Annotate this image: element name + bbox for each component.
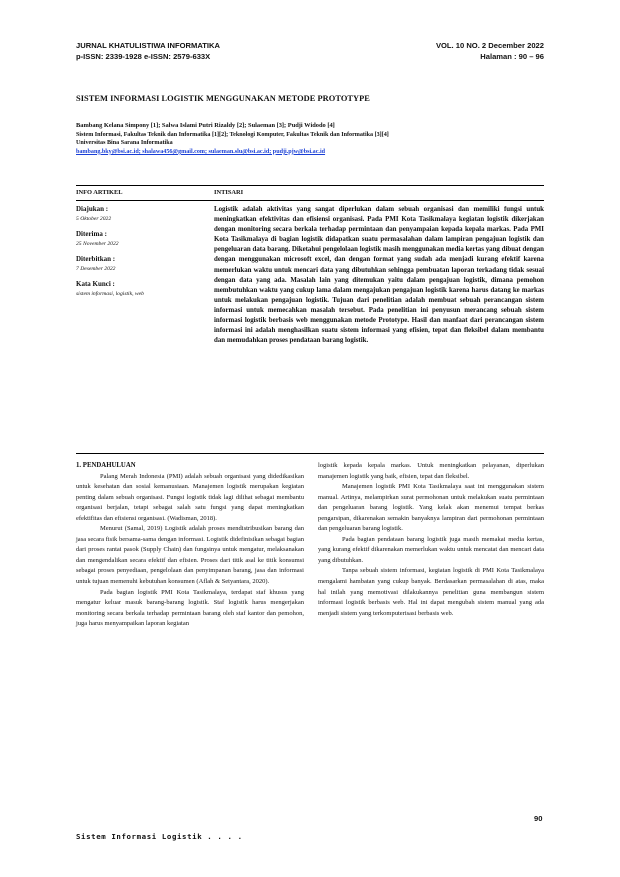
author-names: Bambang Kelana Simpony [1]; Salwa Islami Putri Rizaldy [2]; Sulaeman [3]; Pudji Widodo [4] [76,122,335,129]
diterbitkan-label: Diterbitkan : [76,255,116,263]
body-paragraph: Pada bagian logistik PMI Kota Tasikmalaya, terdapat staf khusus yang mengatur keluar masuk barang-barang logistik. Staf logistik harus mengerjakan monitoring secara berkala terhadap permintaan barang oleh staf kantor dan pemohon, juga harus menyampaikan laporan kegiatan [76,588,304,628]
body-right-column [318,461,544,619]
section-divider [76,453,544,454]
page-range: Halaman : 90 – 96 [480,52,544,61]
body-paragraph: Pada bagian pendataan barang logistik juga masih memakai media kertas, yang kurang efektif dikarenakan memerlukan waktu untuk mencatat dan mencari data yang dibutuhkan. [318,535,544,564]
university-line: Universitas Bina Sarana Informatika [76,140,173,147]
intisari-heading: INTISARI [214,189,244,196]
page-number: 90 [534,814,543,823]
diajukan-date: 5 Oktober 2022 [76,216,112,222]
journal-header [76,40,544,62]
diterima-date: 25 November 2022 [76,241,119,247]
body-paragraph: logistik kepada kepala markas. Untuk meningkatkan pelayanan, diperlukan manajemen logistik yang baik, efisien, tepat dan fleksibel. [318,462,544,480]
journal-name: JURNAL KHATULISTIWA INFORMATIKA [76,41,220,50]
abstract-text: Logistik adalah aktivitas yang sangat diperlukan dalam sebuah organisasi dan memiliki fungsi untuk meningkatkan efektivitas dan efisiensi organisasi. Pada PMI Kota Tasikmalaya kegiatan logistik dikerjakan dengan monitoring secara berkala terhadap permintaan dan penyampaian kepada kepala markas. Pada PMI Kota Tasikmalaya di bagian logistik didapatkan suatu permasalahan dalam lampiran pengajuan logistik dan pengeluaran data barang. Diketahui pengelolaan logistik masih menggunakan media kertas yang dibuat dengan dengan menggunakan microsoft excel, dan dengan format yang sudah ada menjadi kurang efektif karena memerlukan waktu untuk mencari data yang dibutuhkan sehingga pembuatan laporan terkadang tidak sesuai dengan data yang ada. Masalah lain yang ditemukan yaitu dalam pengajuan logistik, dimana pemohon membutuhkan waktu yang cukup lama dalam mengajukan pengajuan logistik karena harus datang ke markas untuk melakukan pengajuan logistik. Tujuan dari penelitian adalah membuat sebuah perancangan sistem informasi untuk memecahkan masalah tersebut. Pada penelitian ini penyusun merancang sebuah sistem informasi logistik berbasis web menggunakan metode Prototype. Hasil dan manfaat dari perancangan sistem informasi ini adalah menghasilkan suatu sistem informasi yang efisien, tepat dan fleksibel dalam membantu dan memudahkan proses pendataan barang logistik. [214,206,544,345]
running-footer: Sistem Informasi Logistik . . . . [76,832,243,841]
issn-info: p-ISSN: 2339-1928 e-ISSN: 2579-633X [76,52,211,61]
volume-info: VOL. 10 NO. 2 December 2022 [435,41,544,50]
diajukan-label: Diajukan : [76,205,109,213]
article-info-header [76,185,544,201]
author-emails[interactable]: bambang.bky@bsi.ac.id; shalawa456@gmail.com; sulaeman.slu@bsi.ac.id; pudji.pjw@bsi.ac.id [76,148,326,155]
info-artikel-heading: INFO ARTIKEL [76,189,123,196]
body-left-column [76,461,304,630]
body-paragraph: Menurut (Samal, 2019) Logistik adalah proses mendistribusikan barang dan jasa secara fisik bersama-sama dengan informasi. Logistik didefinisikan sebagai bagian dari proses rantai pasok (Supply Chain) dan fungsinya untuk mengatur, melaksanakan dan mengendalikan secara efektif dan efisien. Proses dari titik asal ke titik konsumsi sebagai proses penyediaan, pengelolaan dan penyimpanan barang, jasa dan informasi untuk tujuan memenuhi kebutuhan konsumen (Aflah & Setyantara, 2020). [76,525,304,586]
keywords-value: sistem informasi, logistik, web [76,291,144,297]
body-paragraph: Manajemen logistik PMI Kota Tasikmalaya saat ini menggunakan sistem manual. Artinya, melampirkan surat permohonan untuk melakukan suatu permintaan dan pengeluaran barang logistik. Yang kelak akan menemui tempat berkas pengarsipan, dikarenakan semakin banyaknya lampiran dari permohonan permintaan dan pengeluaran barang logistik. [318,483,544,533]
diterbitkan-date: 7 Desember 2022 [76,266,116,272]
article-meta [76,205,200,297]
authors-block [76,122,544,156]
diterima-label: Diterima : [76,230,107,238]
section-heading: 1. PENDAHULUAN [76,462,136,469]
body-paragraph: Tanpa sebuah sistem informasi, kegiatan logistik di PMI Kota Tasikmalaya mengalami hambatan yang cukup banyak. Berdasarkan permasalahan di atas, maka hal inilah yang memotivasi dilakukannya penelitian guna membangun sistem informasi logistik berbasis web. Hal ini dapat mengubah sistem manual yang ada menjadi sistem yang terkomputerisasi berbasis web. [318,567,544,617]
keywords-label: Kata Kunci : [76,280,115,288]
body-paragraph: Palang Merah Indonesia (PMI) adalah sebuah organisasi yang didedikasikan untuk kesehatan dan sosial kemanusiaan. Manajemen logistik merupakan kegiatan penting dalam sebuah organisasi. Fungsi logistik tidak lagi dilihat sebagai membantu organisasi berjalan, tetapi sebagai salah satu fungsi yang dapat meningkatkan efektifitas dan efisiensi organisasi. (Wadisman, 2018). [76,472,304,522]
affiliation-line: Sistem Informasi, Fakultas Teknik dan Informatika [1][2]; Teknologi Komputer, Fakultas Teknik dan Informatika [3][4] [76,131,389,138]
paper-title: SISTEM INFORMASI LOGISTIK MENGGUNAKAN METODE PROTOTYPE [76,94,370,103]
